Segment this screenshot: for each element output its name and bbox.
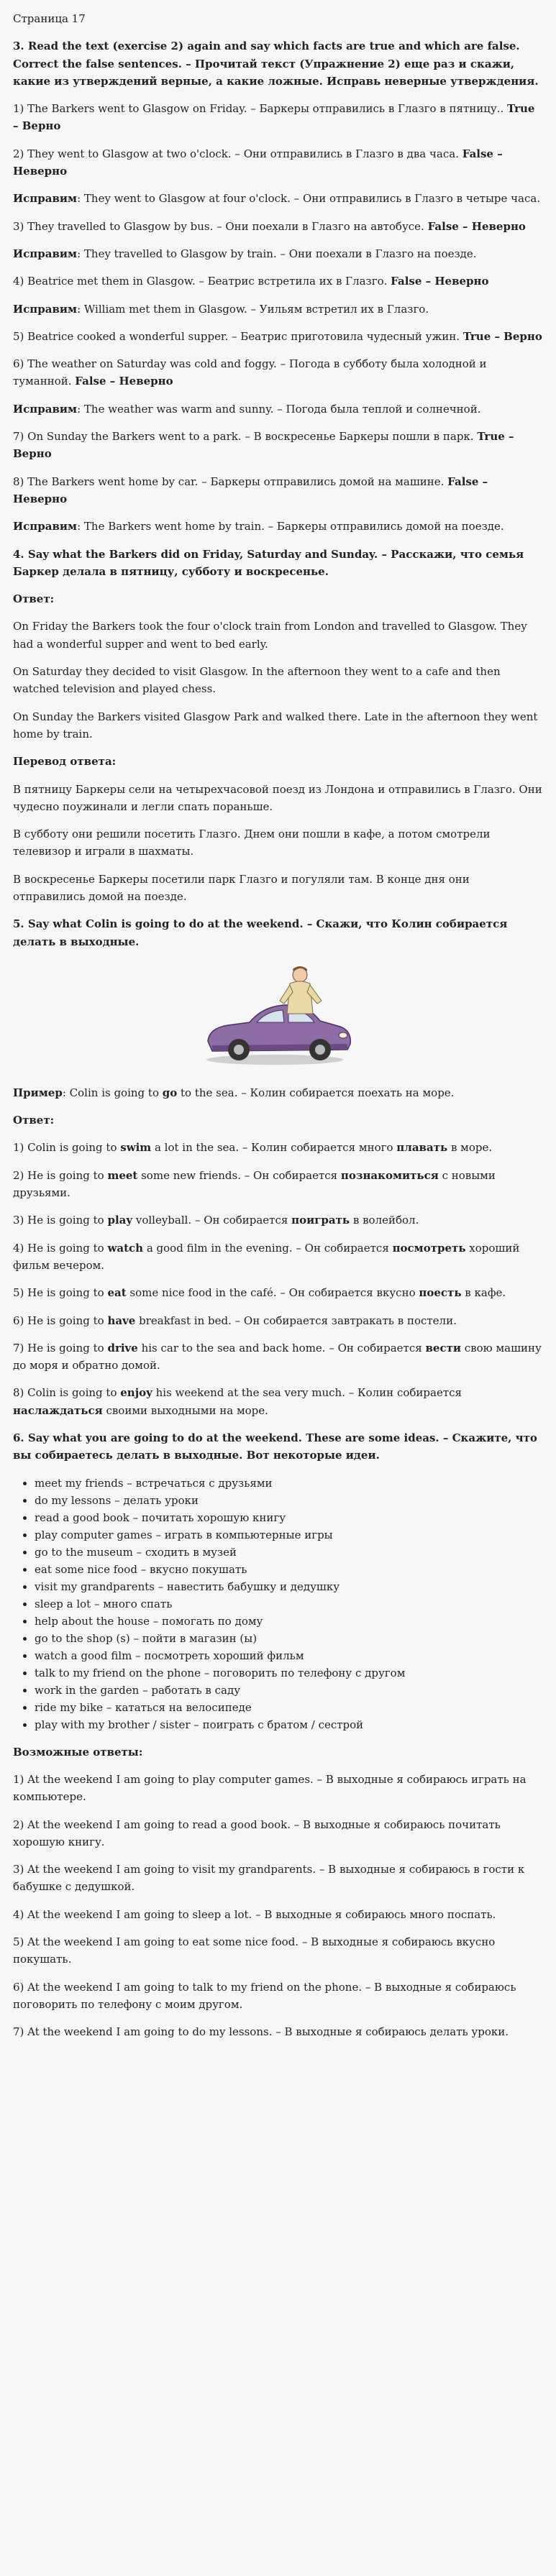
verb: watch [107, 1241, 144, 1255]
task-5-item [13, 1339, 543, 1375]
task-3-item-1 [13, 100, 543, 135]
task-3-item-6 [13, 355, 543, 390]
text: volleyball. – Он собирается [132, 1214, 292, 1227]
statement: 3) They travelled to Glasgow by bus. – Они поехали в Глазго на автобусе. [13, 219, 428, 233]
correction-label: Исправим [13, 402, 78, 416]
text: свою машину до моря и обратно домой. [13, 1341, 542, 1372]
verb-ru: поесть [419, 1286, 462, 1300]
verdict: False – Неверно [427, 219, 526, 233]
task-3-title: 3. Read the text (exercise 2) again and say which facts are true and which are false. Correct the false sentences. – Прочитай текст (Упражнение 2) еще раз и скажи, какие из утверждений верные, а какие ложные. Исправь неверные утверждения. [13, 40, 539, 88]
correction-label: Исправим [13, 520, 78, 533]
text: 2) He is going to [13, 1168, 108, 1182]
list-item: • visit my grandparents – навестить бабушку и дедушку [35, 1578, 543, 1595]
correction-text: : The weather was warm and sunny. – Погода была теплой и солнечной. [77, 402, 481, 416]
task-5-item [13, 1211, 543, 1229]
text: a lot in the sea. – Колин собирается много [151, 1141, 397, 1155]
answer-item: 2) At the weekend I am going to read a good book. – В выходные я собираюсь почитать хорошую книгу. [13, 1818, 501, 1848]
list-item: • sleep a lot – много спать [35, 1595, 543, 1613]
example-verb: go [162, 1086, 178, 1099]
correction-text: : The Barkers went home by train. – Баркеры отправились домой на поезде. [77, 520, 504, 533]
verb: meet [107, 1168, 138, 1182]
verb: enjoy [120, 1386, 152, 1400]
answer-paragraph: On Friday the Barkers took the four o'clock train from London and travelled to Glasgow. They had a wonderful supper and went to bed early. [13, 620, 527, 651]
answer-label: Ответ: [13, 592, 55, 606]
task-6 [13, 1429, 543, 2040]
answer-label: Ответ: [13, 1114, 55, 1127]
illustration [13, 961, 543, 1068]
text: 7) He is going to [13, 1341, 108, 1355]
answer-paragraph: On Saturday they decided to visit Glasgow. In the afternoon they went to a cafe and then watched television and played chess. [13, 665, 501, 696]
answer-item: 7) At the weekend I am going to do my lessons. – В выходные я собираюсь делать уроки. [13, 2025, 509, 2039]
task-3-item-2 [13, 145, 543, 180]
answer-item: 6) At the weekend I am going to talk to my friend on the phone. – В выходные я собираюсь поговорить по телефону с моим другом. [13, 1980, 516, 2011]
statement: 4) Beatrice met them in Glasgow. – Беатрис встретила их в Глазго. [13, 275, 391, 288]
text: breakfast in bed. – Он собирается завтракать в постели. [135, 1314, 457, 1327]
verdict: True – Верно [13, 102, 535, 133]
text: 8) Colin is going to [13, 1386, 121, 1400]
task-5-item [13, 1139, 543, 1156]
verb: swim [120, 1141, 152, 1155]
statement: 8) The Barkers went home by car. – Баркеры отправились домой на машине. [13, 475, 448, 488]
text: 4) He is going to [13, 1241, 108, 1255]
answer-item: 3) At the weekend I am going to visit my grandparents. – В выходные я собираюсь в гости к бабушке с дедушкой. [13, 1863, 525, 1894]
translation-label: Перевод ответа: [13, 755, 117, 769]
task-3-correction-8 [13, 518, 543, 535]
statement: 1) The Barkers went to Glasgow on Friday. – Баркеры отправились в Глазго в пятницу.. [13, 102, 508, 116]
verdict: False – Неверно [391, 275, 489, 288]
correction-label: Исправим [13, 302, 78, 316]
verdict: True – Верно [13, 430, 514, 461]
correction-label: Исправим [13, 192, 78, 206]
statement: 5) Beatrice cooked a wonderful supper. – Беатрис приготовила чудесный ужин. [13, 329, 463, 343]
translation-paragraph: В субботу они решили посетить Глазго. Днем они пошли в кафе, а потом смотрели телевизор и играли в шахматы. [13, 828, 491, 858]
translation-paragraph: В пятницу Баркеры сели на четырехчасовой поезд из Лондона и отправились в Глазго. Они чудесно поужинали и легли спать пораньше. [13, 782, 542, 813]
task-3-item-3 [13, 218, 543, 235]
task-4-title: 4. Say what the Barkers did on Friday, Saturday and Sunday. – Расскажи, что семья Баркер делала в пятницу, субботу и воскресенье. [13, 547, 524, 578]
verb-ru: наслаждаться [13, 1403, 103, 1417]
text: some nice food in the café. – Он собирается вкусно [126, 1286, 419, 1300]
answer-item: 4) At the weekend I am going to sleep a lot. – В выходные я собираюсь много поспать. [13, 1907, 496, 1921]
answer-item: 1) At the weekend I am going to play computer games. – В выходные я собираюсь играть на компьютере. [13, 1772, 527, 1804]
task-3 [13, 37, 543, 535]
task-5-item [13, 1239, 543, 1275]
example-line [13, 1084, 543, 1101]
task-3-correction-4 [13, 301, 543, 318]
ideas-list [13, 1475, 543, 1733]
text: his weekend at the sea very much. – Колин собирается [152, 1386, 462, 1400]
text: 6) He is going to [13, 1314, 108, 1327]
text: с новыми друзьями. [13, 1168, 496, 1200]
text: 3) He is going to [13, 1214, 108, 1227]
correction-text: : William met them in Glasgow. – Уильям встретил их в Глазго. [77, 302, 429, 316]
text: 5) He is going to [13, 1286, 108, 1300]
correction-text: : They travelled to Glasgow by train. – Они поехали в Глазго на поезде. [77, 247, 477, 260]
verb: drive [107, 1341, 138, 1355]
verb: eat [107, 1286, 127, 1300]
task-5-item [13, 1284, 543, 1301]
verdict: False – Неверно [75, 375, 173, 388]
verb-ru: поиграть [291, 1214, 350, 1227]
task-5-item [13, 1312, 543, 1329]
list-item: • go to the museum – сходить в музей [35, 1544, 543, 1561]
text: his car to the sea and back home. – Он собирается [137, 1341, 426, 1355]
text: своими выходными на море. [102, 1403, 268, 1417]
answer-item: 5) At the weekend I am going to eat some nice food. – В выходные я собираюсь вкусно покушать. [13, 1935, 496, 1966]
correction-text: : They went to Glasgow at four o'clock. – Они отправились в Глазго в четыре часа. [77, 192, 541, 206]
example-text: to the sea. – Колин собирается поехать на море. [177, 1086, 455, 1099]
verb-ru: плавать [396, 1141, 448, 1155]
list-item: • play with my brother / sister – поиграть с братом / сестрой [35, 1716, 543, 1733]
text: в кафе. [461, 1286, 506, 1300]
task-5 [13, 915, 543, 1419]
list-item: • meet my friends – встречаться с друзьями [35, 1475, 543, 1492]
list-item: • play computer games – играть в компьютерные игры [35, 1526, 543, 1544]
task-3-correction-2 [13, 190, 543, 207]
task-5-item [13, 1167, 543, 1202]
list-item: • work in the garden – работать в саду [35, 1682, 543, 1699]
list-item: • help about the house – помогать по дому [35, 1613, 543, 1630]
verb-ru: познакомиться [340, 1168, 439, 1182]
task-4 [13, 546, 543, 906]
task-3-item-7 [13, 428, 543, 463]
verdict: False – Неверно [13, 475, 488, 505]
verdict: False – Неверно [13, 147, 503, 178]
verb: have [107, 1314, 136, 1327]
statement: 6) The weather on Saturday was cold and foggy. – Погода в субботу была холодной и туманной. [13, 357, 487, 388]
verb-ru: посмотреть [392, 1241, 466, 1255]
statement: 7) On Sunday the Barkers went to a park. – В воскресенье Баркеры пошли в парк. [13, 430, 478, 444]
answers-label: Возможные ответы: [13, 1745, 143, 1759]
answer-paragraph: On Sunday the Barkers visited Glasgow Park and walked there. Late in the afternoon they went home by train. [13, 710, 538, 741]
task-5-title: 5. Say what Colin is going to do at the weekend. – Скажи, что Колин собирается делать в выходные. [13, 917, 508, 948]
list-item: • eat some nice food – вкусно покушать [35, 1561, 543, 1578]
verb-ru: вести [425, 1341, 462, 1355]
list-item: • watch a good film – посмотреть хороший фильм [35, 1647, 543, 1664]
task-3-item-4 [13, 272, 543, 290]
example-text: : Colin is going to [62, 1086, 163, 1099]
correction-label: Исправим [13, 247, 78, 260]
task-3-item-8 [13, 473, 543, 508]
text: в волейбол. [350, 1214, 419, 1227]
verdict: True – Верно [462, 329, 542, 343]
list-item: • go to the shop (s) – пойти в магазин (ы) [35, 1630, 543, 1647]
task-3-item-5 [13, 328, 543, 345]
task-6-title: 6. Say what you are going to do at the weekend. These are some ideas. – Скажите, что вы собираетесь делать в выходные. Вот некоторые идеи. [13, 1431, 537, 1462]
statement: 2) They went to Glasgow at two o'clock. – Они отправились в Глазго в два часа. [13, 147, 462, 160]
text: a good film in the evening. – Он собирается [143, 1241, 393, 1255]
man-with-car-illustration [199, 961, 357, 1068]
page-label: Страница 17 [13, 12, 86, 25]
translation-paragraph: В воскресенье Баркеры посетили парк Глазго и погуляли там. В конце дня они отправились домой на поезде. [13, 872, 470, 903]
list-item: • do my lessons – делать уроки [35, 1492, 543, 1509]
text: хороший фильм вечером. [13, 1241, 520, 1272]
text: в море. [447, 1141, 493, 1155]
text: some new friends. – Он собирается [137, 1168, 341, 1182]
list-item: • ride my bike – кататься на велосипеде [35, 1699, 543, 1716]
task-3-correction-6 [13, 400, 543, 418]
list-item: • read a good book – почитать хорошую книгу [35, 1509, 543, 1526]
example-label: Пример [13, 1086, 63, 1099]
task-5-item [13, 1384, 543, 1419]
list-item: • talk to my friend on the phone – поговорить по телефону с другом [35, 1664, 543, 1682]
text: 1) Colin is going to [13, 1141, 121, 1155]
task-3-correction-3 [13, 245, 543, 262]
verb: play [107, 1214, 133, 1227]
